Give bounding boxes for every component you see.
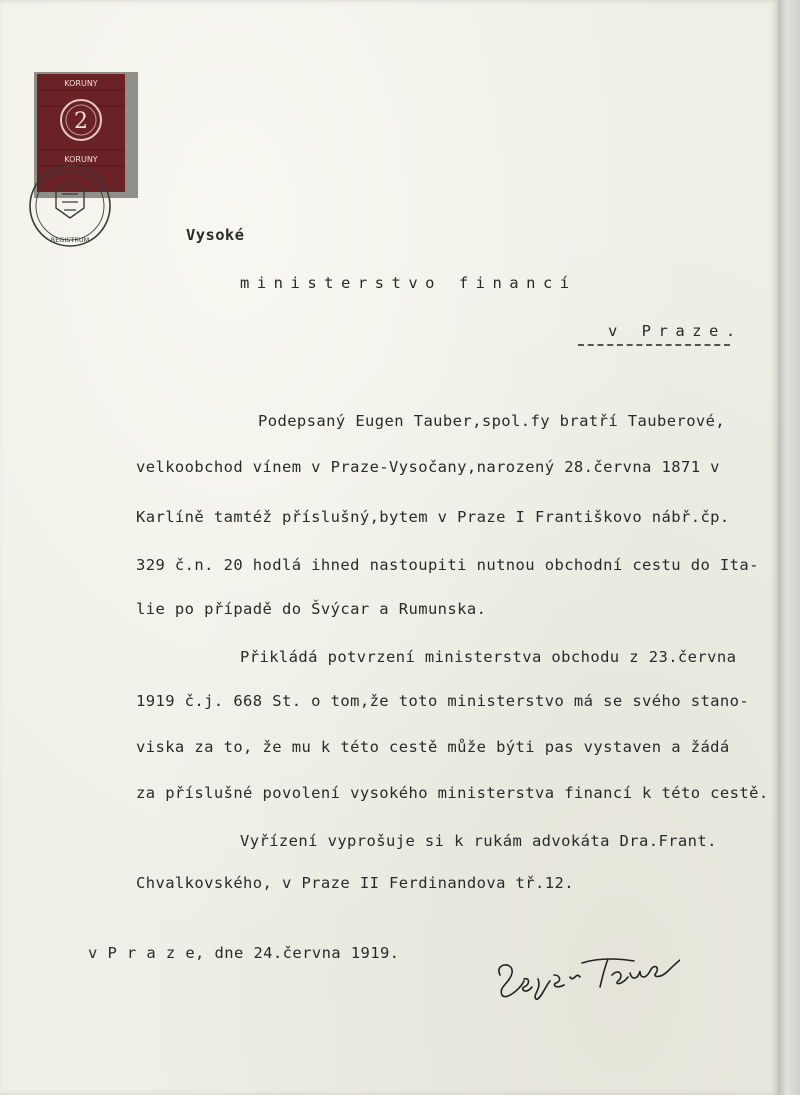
address-underline — [578, 344, 730, 346]
body-line: Podepsaný Eugen Tauber,spol.fy bratří Tauberové, — [258, 412, 726, 430]
revenue-stamp — [28, 70, 140, 250]
seal-text: REGISTRUM — [50, 236, 90, 244]
address-line-2: ministerstvo financí — [240, 274, 577, 292]
body-line: viska za to, že mu k této cestě může býti pas vystaven a žádá — [136, 738, 730, 756]
stamp-label-top: KORUNY — [64, 79, 98, 88]
body-line: Chvalkovského, v Praze II Ferdinandova tř.12. — [136, 874, 574, 892]
stamp-icon — [28, 70, 140, 250]
body-line: lie po případě do Švýcar a Rumunska. — [136, 600, 487, 618]
body-line: velkoobchod vínem v Praze-Vysočany,narozený 28.června 1871 v — [136, 458, 720, 476]
address-line-1: Vysoké — [186, 226, 245, 244]
address-line-3: v Praze. — [608, 322, 743, 340]
body-line: Karlíně tamtéž příslušný,bytem v Praze I Františkovo nábř.čp. — [136, 508, 730, 526]
signature — [490, 945, 680, 1005]
body-line: 329 č.n. 20 hodlá ihned nastoupiti nutnou obchodní cestu do Ita- — [136, 556, 759, 574]
body-line: Přikládá potvrzení ministerstva obchodu z 23.června — [240, 648, 737, 666]
body-line: Vyřízení vyprošuje si k rukám advokáta Dra.Frant. — [240, 832, 717, 850]
body-line: za příslušné povolení vysokého ministerstva financí k této cestě. — [136, 784, 769, 802]
body-line: 1919 č.j. 668 St. o tom,že toto ministerstvo má se svého stano- — [136, 692, 750, 710]
stamp-denomination: 2 — [74, 109, 88, 134]
page-edge — [778, 0, 800, 1095]
stamp-label-bottom: KORUNY — [64, 155, 98, 164]
signature-icon — [490, 945, 680, 1005]
place-date: v P r a z e, dne 24.června 1919. — [88, 944, 400, 962]
